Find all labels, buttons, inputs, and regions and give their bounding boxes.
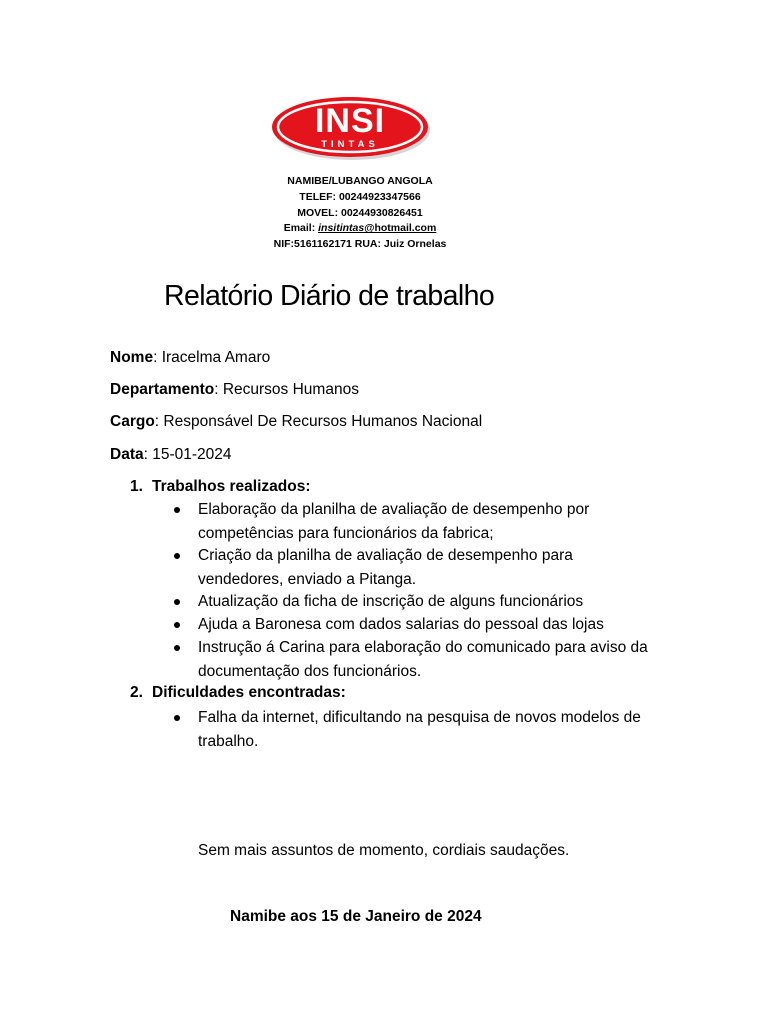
field-departamento — [110, 381, 359, 399]
logo-graphic — [268, 90, 434, 164]
list-item-text: Ajuda a Baronesa com dados salarias do pessoal das lojas — [198, 616, 604, 633]
field-cargo-label: Cargo — [110, 413, 155, 430]
email-label: Email: — [283, 222, 319, 235]
company-telef: TELEF: 00244923347566 — [299, 190, 421, 203]
field-departamento-value: : Recursos Humanos — [214, 381, 359, 398]
list-item — [174, 613, 654, 637]
company-info — [200, 174, 520, 253]
section-title: Dificuldades encontradas: — [152, 684, 346, 701]
bullet-icon — [174, 645, 180, 651]
bullet-icon — [174, 599, 180, 605]
field-cargo-value: : Responsável De Recursos Humanos Nacional — [154, 413, 483, 430]
list-item-text: Criação da planilha de avaliação de desempenho para vendedores, enviado a Pitanga. — [198, 547, 573, 588]
list-item-text: Atualização da ficha de inscrição de alguns funcionários — [198, 593, 584, 610]
list-item-text: Instrução á Carina para elaboração do comunicado para aviso da documentação dos funcionários. — [198, 639, 648, 680]
field-data-value: : 15-01-2024 — [143, 446, 232, 463]
company-email — [200, 221, 520, 237]
list-item-text: Falha da internet, dificultando na pesquisa de novos modelos de trabalho. — [198, 709, 641, 750]
section-heading-1 — [130, 478, 311, 496]
email-domain: @hotmail.com — [364, 222, 437, 235]
bullet-icon — [174, 622, 180, 628]
logo-subtext: TINTAS — [321, 139, 379, 150]
field-nome — [110, 349, 270, 367]
list-item — [174, 590, 654, 614]
field-nome-value: : Iracelma Amaro — [153, 349, 271, 366]
section-number: 2. — [130, 684, 143, 701]
signature-line: Namibe aos 15 de Janeiro de 2024 — [230, 908, 482, 925]
company-location: NAMIBE/LUBANGO ANGOLA — [287, 175, 433, 187]
list-item — [174, 636, 654, 683]
bullet-icon — [174, 507, 180, 513]
field-departamento-label: Departamento — [110, 381, 215, 398]
section-number: 1. — [130, 478, 143, 495]
field-nome-label: Nome — [110, 349, 154, 366]
bullet-icon — [174, 715, 180, 721]
section-title: Trabalhos realizados: — [152, 478, 311, 495]
section-heading-2 — [130, 684, 346, 702]
logo-text: INSI — [314, 102, 386, 140]
list-item — [174, 706, 654, 753]
field-data — [110, 446, 232, 464]
field-data-label: Data — [110, 446, 144, 463]
insi-tintas-logo — [268, 90, 434, 164]
list-item-text: Elaboração da planilha de avaliação de desempenho por competências para funcionários da fabrica; — [198, 501, 590, 542]
list-item — [174, 544, 654, 591]
company-nif: NIF:5161162171 RUA: Juiz Ornelas — [273, 238, 447, 251]
bullet-icon — [174, 553, 180, 559]
closing-text: Sem mais assuntos de momento, cordiais saudações. — [198, 842, 570, 859]
email-link[interactable] — [318, 222, 436, 234]
list-item — [174, 498, 654, 545]
email-user: insitintas — [318, 222, 365, 235]
field-cargo — [110, 413, 482, 431]
company-movel: MOVEL: 00244930826451 — [297, 206, 423, 219]
page-title: Relatório Diário de trabalho — [164, 280, 495, 312]
